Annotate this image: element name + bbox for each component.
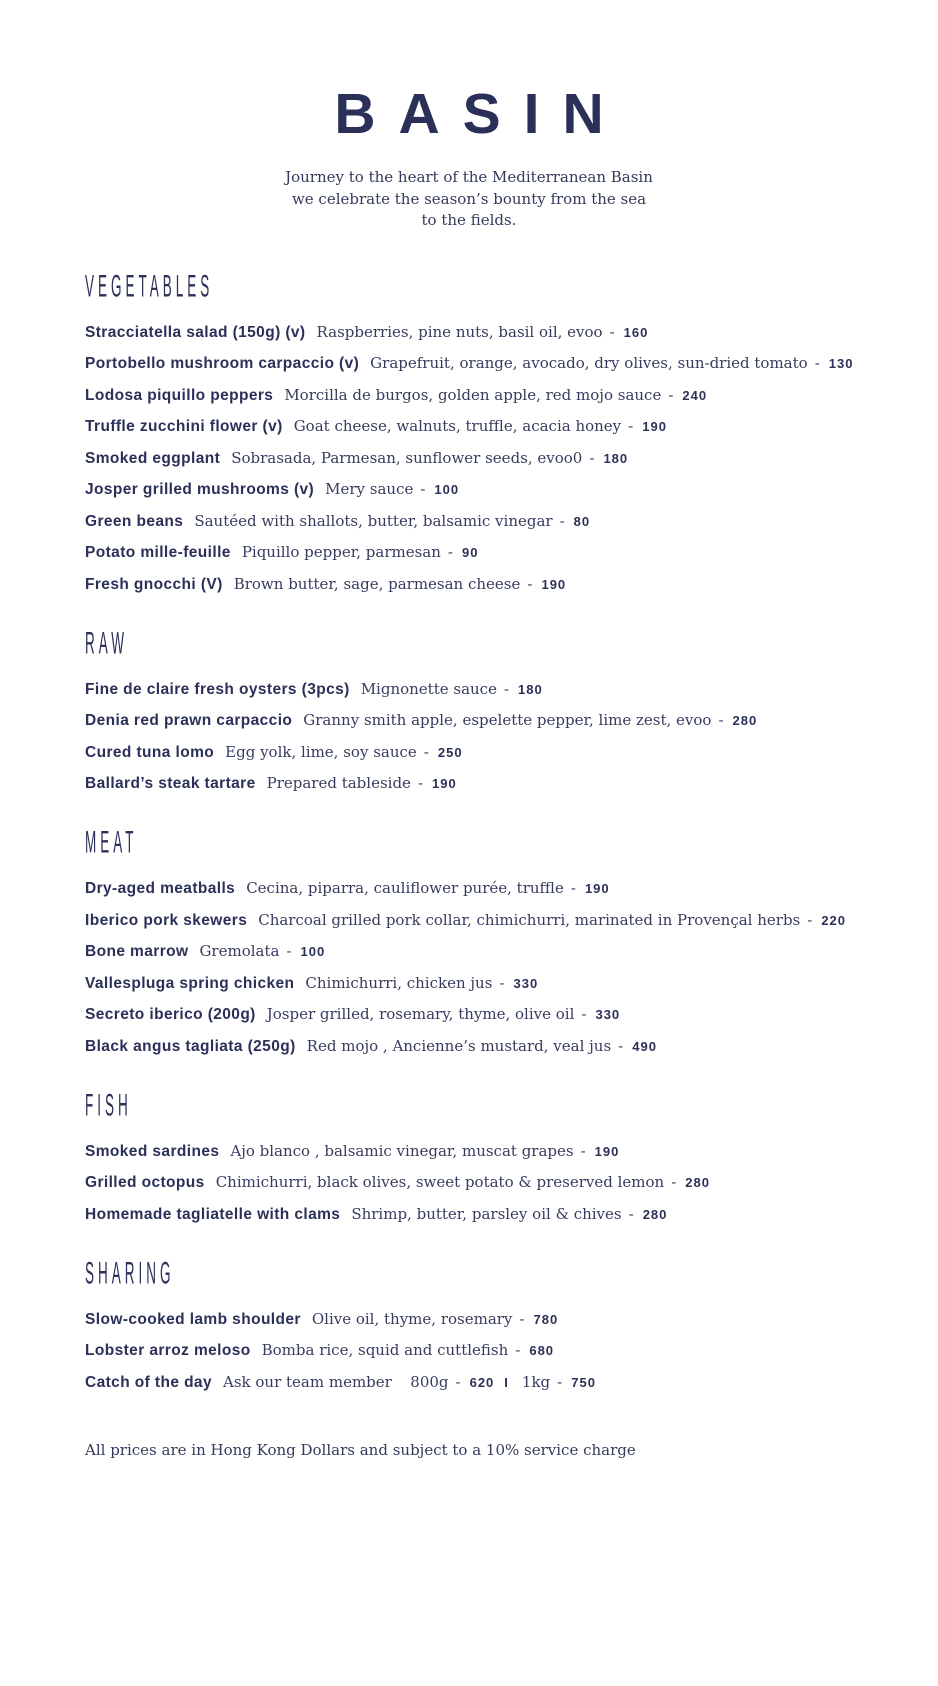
menu-item: [85, 910, 938, 931]
item-name: Lodosa piquillo peppers: [85, 386, 274, 404]
item-description: Cecina, piparra, cauliflower purée, truffle: [246, 879, 564, 897]
section-title: [85, 624, 938, 662]
menu-item: [85, 941, 938, 962]
section-item-list: [85, 1309, 938, 1393]
item-price: 130: [828, 356, 854, 371]
item-price: 330: [595, 1007, 621, 1022]
item-size: 1kg: [521, 1372, 551, 1391]
item-name: Homemade tagliatelle with clams: [85, 1205, 341, 1223]
price-separator: -: [420, 480, 426, 498]
price-separator: -: [668, 385, 674, 404]
section-item-list: [85, 322, 938, 595]
item-name: Josper grilled mushrooms (v): [85, 481, 315, 498]
price-separator: -: [417, 774, 424, 792]
price-separator: -: [609, 322, 615, 341]
item-price: 190: [642, 419, 667, 434]
menu-item: [85, 353, 938, 374]
price-separator: -: [503, 679, 510, 698]
price-separator: -: [570, 879, 576, 897]
menu-item: [85, 511, 938, 532]
price-separator: -: [671, 1173, 677, 1191]
section-title: [85, 1254, 938, 1292]
item-name: Potato mille-feuille: [85, 544, 231, 561]
item-price: 620: [469, 1374, 495, 1390]
menu-item: [85, 322, 938, 343]
item-price: 680: [529, 1343, 555, 1358]
item-price: 90: [461, 545, 479, 560]
item-description: Egg yolk, lime, soy sauce: [225, 742, 417, 761]
item-description: Gremolata: [199, 942, 280, 960]
tagline: [0, 167, 938, 232]
item-price: 280: [642, 1206, 668, 1222]
tagline-line: to the fields.: [421, 211, 517, 229]
item-description: Red mojo , Ancienne’s mustard, veal jus: [306, 1036, 612, 1055]
price-separator: -: [628, 1204, 634, 1223]
item-description: Sobrasada, Parmesan, sunflower seeds, evoo0: [231, 448, 583, 467]
item-name: Slow-cooked lamb shoulder: [85, 1310, 301, 1328]
item-price: 490: [632, 1038, 657, 1054]
section-title-text: SHARING: [85, 1254, 175, 1291]
menu-section: [85, 1086, 938, 1225]
menu-item: [85, 385, 938, 406]
price-separator: -: [628, 417, 634, 435]
item-name: Vallespluga spring chicken: [85, 974, 295, 992]
price-separator: -: [581, 1005, 587, 1023]
menu-section: [85, 624, 938, 795]
item-price: 180: [603, 450, 629, 466]
section-item-list: [85, 878, 938, 1057]
item-name: Ballard’s steak tartare: [85, 775, 256, 792]
menu-page: [0, 82, 938, 1686]
item-description: Mery sauce: [325, 480, 414, 498]
section-title: [85, 1086, 938, 1124]
item-description: Chimichurri, chicken jus: [305, 973, 493, 992]
price-separator: -: [423, 742, 429, 761]
item-price: 80: [573, 513, 591, 529]
price-separator: -: [559, 511, 565, 530]
section-title-text: RAW: [85, 624, 128, 661]
item-name: Iberico pork skewers: [85, 911, 248, 929]
menu-item: [85, 542, 938, 563]
item-name: Grilled octopus: [85, 1174, 205, 1191]
item-description: Prepared tableside: [266, 774, 411, 792]
item-description: Morcilla de burgos, golden apple, red mojo sauce: [284, 385, 662, 404]
item-price: 750: [571, 1374, 596, 1390]
section-title-text: VEGETABLES: [85, 267, 214, 304]
size-divider: I: [504, 1374, 508, 1390]
item-name: Bone marrow: [85, 943, 189, 960]
item-name: Fine de claire fresh oysters (3pcs): [85, 680, 350, 698]
item-name: Truffle zucchini flower (v): [85, 418, 283, 435]
item-price: 190: [584, 881, 610, 896]
menu-item: [85, 1372, 938, 1393]
price-separator: -: [589, 448, 595, 467]
menu-item: [85, 416, 938, 437]
menu-item: [85, 878, 938, 899]
item-name: Smoked sardines: [85, 1142, 220, 1160]
item-description: Mignonette sauce: [360, 679, 497, 698]
price-separator: -: [286, 942, 292, 960]
item-name: Secreto iberico (200g): [85, 1006, 256, 1023]
item-description: Ajo blanco , balsamic vinegar, muscat grapes: [230, 1141, 574, 1160]
item-name: Smoked eggplant: [85, 449, 221, 467]
menu-item: [85, 679, 938, 700]
menu-item: [85, 448, 938, 469]
menu-section: [85, 824, 938, 1057]
menu-item: [85, 1204, 938, 1225]
menu-item: [85, 973, 938, 994]
section-title-text: MEAT: [85, 824, 138, 860]
item-name: Black angus tagliata (250g): [85, 1037, 296, 1055]
menu-item: [85, 1340, 938, 1361]
price-separator: -: [499, 973, 505, 992]
menu-item: [85, 1004, 938, 1025]
price-separator: -: [557, 1372, 563, 1391]
footer-note: All prices are in Hong Kong Dollars and subject to a 10% service charge: [85, 1440, 636, 1459]
item-description: Brown butter, sage, parmesan cheese: [233, 574, 521, 593]
section-title: [85, 267, 938, 305]
price-separator: -: [447, 543, 453, 561]
menu-item: [85, 710, 938, 731]
menu-item: [85, 1309, 938, 1330]
item-name: Denia red prawn carpaccio: [85, 712, 293, 729]
restaurant-logo: BASIN: [334, 82, 627, 146]
item-name: Cured tuna lomo: [85, 743, 215, 761]
price-separator: -: [618, 1036, 624, 1055]
item-name: Dry-aged meatballs: [85, 880, 236, 897]
menu-section: [85, 267, 938, 595]
item-description: Bomba rice, squid and cuttlefish: [261, 1341, 509, 1359]
item-price: 180: [518, 681, 543, 697]
item-price: 190: [541, 576, 567, 592]
item-price: 160: [623, 324, 649, 340]
item-name: Lobster arroz meloso: [85, 1342, 251, 1359]
item-price: 220: [821, 912, 847, 928]
price-separator: -: [807, 910, 813, 929]
item-price: 190: [432, 776, 457, 791]
price-separator: -: [455, 1372, 461, 1391]
menu-item: [85, 1172, 938, 1193]
item-price: 330: [513, 975, 539, 991]
item-price: 190: [594, 1143, 620, 1159]
item-size: 800g: [410, 1372, 449, 1391]
item-price: 280: [732, 713, 758, 728]
item-price: 780: [533, 1311, 559, 1327]
menu-item: [85, 1036, 938, 1057]
menu-item: [85, 742, 938, 763]
item-description: Goat cheese, walnuts, truffle, acacia honey: [293, 417, 622, 435]
price-separator: -: [580, 1141, 586, 1160]
item-description: Chimichurri, black olives, sweet potato & preserved lemon: [215, 1173, 665, 1191]
menu-item: [85, 1141, 938, 1162]
menu-item: [85, 479, 938, 500]
item-description: Charcoal grilled pork collar, chimichurri, marinated in Provençal herbs: [258, 910, 801, 929]
price-separator: -: [519, 1309, 525, 1328]
item-name: Green beans: [85, 512, 184, 530]
item-name: Portobello mushroom carpaccio (v): [85, 355, 360, 372]
price-separator: -: [527, 574, 533, 593]
menu-sections: [85, 267, 938, 1393]
item-description: Shrimp, butter, parsley oil & chives: [351, 1204, 622, 1223]
price-separator: -: [718, 711, 724, 729]
item-name: Stracciatella salad (150g) (v): [85, 323, 306, 341]
item-name: Fresh gnocchi (V): [85, 575, 223, 593]
item-description: Grapefruit, orange, avocado, dry olives, sun-dried tomato: [370, 354, 808, 372]
tagline-line: we celebrate the season’s bounty from the sea: [291, 189, 647, 208]
section-item-list: [85, 1141, 938, 1225]
item-description: Granny smith apple, espelette pepper, lime zest, evoo: [303, 711, 712, 729]
item-description: Ask our team member: [222, 1372, 392, 1391]
item-price: 240: [682, 387, 708, 403]
menu-section: [85, 1254, 938, 1393]
item-price: 280: [685, 1175, 710, 1190]
menu-item: [85, 773, 938, 794]
section-title-text: FISH: [85, 1086, 132, 1123]
price-separator: -: [814, 354, 820, 372]
menu-item: [85, 574, 938, 595]
item-description: Sautéed with shallots, butter, balsamic vinegar: [194, 511, 553, 530]
item-price: 100: [434, 482, 460, 497]
item-description: Piquillo pepper, parmesan: [241, 543, 441, 561]
item-description: Raspberries, pine nuts, basil oil, evoo: [316, 322, 603, 341]
item-price: 250: [437, 744, 463, 760]
price-separator: -: [515, 1341, 521, 1359]
item-price: 100: [300, 944, 326, 959]
section-item-list: [85, 679, 938, 795]
tagline-line: Journey to the heart of the Mediterranean Basin: [285, 168, 653, 186]
item-name: Catch of the day: [85, 1373, 212, 1391]
item-description: Olive oil, thyme, rosemary: [311, 1309, 513, 1328]
section-title: [85, 824, 938, 861]
item-description: Josper grilled, rosemary, thyme, olive oil: [266, 1005, 575, 1023]
